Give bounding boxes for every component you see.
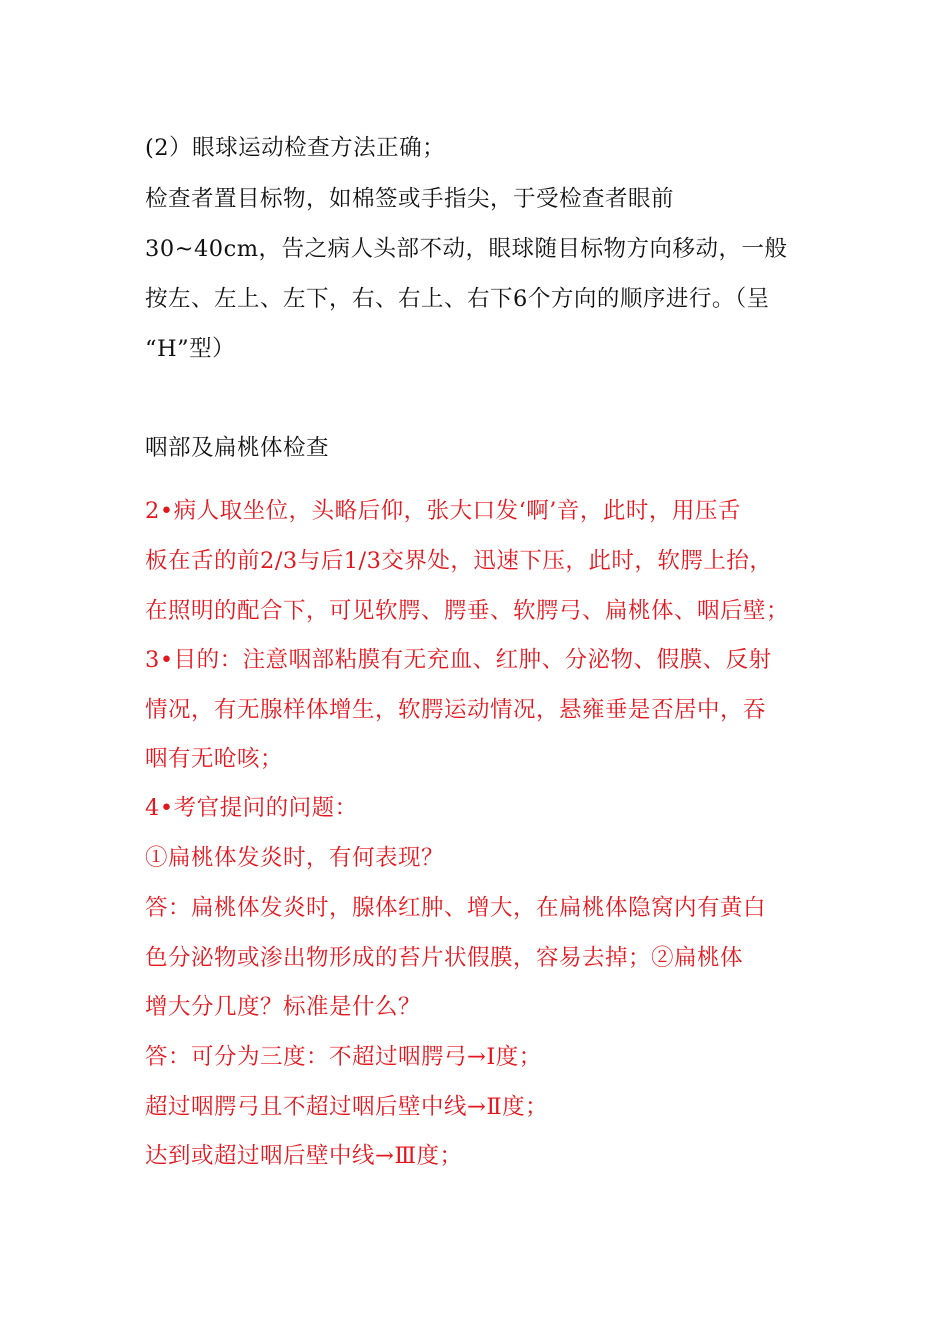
throat-exam-line: 增大分几度？标准是什么？ xyxy=(145,994,422,1020)
throat-exam-line: 咽有无呛咳； xyxy=(145,746,284,772)
eye-exam-line: 按左、左上、左下，右、右上、右下6个方向的顺序进行。（呈 xyxy=(145,286,770,312)
throat-exam-line: 板在舌的前2/3与后1/3交界处，迅速下压，此时，软腭上抬， xyxy=(145,548,773,574)
eye-exam-heading: (2）眼球运动检查方法正确； xyxy=(145,135,446,161)
throat-exam-line: 答：可分为三度：不超过咽腭弓→Ⅰ度； xyxy=(145,1044,542,1070)
eye-exam-line: 检查者置目标物，如棉签或手指尖，于受检查者眼前 xyxy=(145,186,675,212)
throat-exam-heading: 咽部及扁桃体检查 xyxy=(145,435,330,461)
eye-exam-line: 30~40cm，告之病人头部不动，眼球随目标物方向移动，一般 xyxy=(145,236,788,262)
throat-exam-line: 答：扁桃体发炎时，腺体红肿、增大，在扁桃体隐窝内有黄白 xyxy=(145,895,767,921)
throat-exam-line: 在照明的配合下，可见软腭、腭垂、软腭弓、扁桃体、咽后壁； xyxy=(145,598,790,624)
eye-exam-line: “H”型） xyxy=(145,336,236,362)
throat-exam-line: 4•考官提问的问题： xyxy=(145,795,358,821)
throat-exam-line: 超过咽腭弓且不超过咽后壁中线→Ⅱ度； xyxy=(145,1094,549,1120)
throat-exam-line: 3•目的：注意咽部粘膜有无充血、红肿、分泌物、假膜、反射 xyxy=(145,647,772,673)
throat-exam-line: 达到或超过咽后壁中线→Ⅲ度； xyxy=(145,1143,463,1169)
throat-exam-line: 2•病人取坐位，头略后仰，张大口发‘啊’音，此时，用压舌 xyxy=(145,498,741,524)
throat-exam-line: 色分泌物或渗出物形成的苔片状假膜，容易去掉；②扁桃体 xyxy=(145,945,744,971)
throat-exam-line: ①扁桃体发炎时，有何表现？ xyxy=(145,845,445,871)
throat-exam-line: 情况，有无腺样体增生，软腭运动情况，悬雍垂是否居中，吞 xyxy=(145,697,767,723)
